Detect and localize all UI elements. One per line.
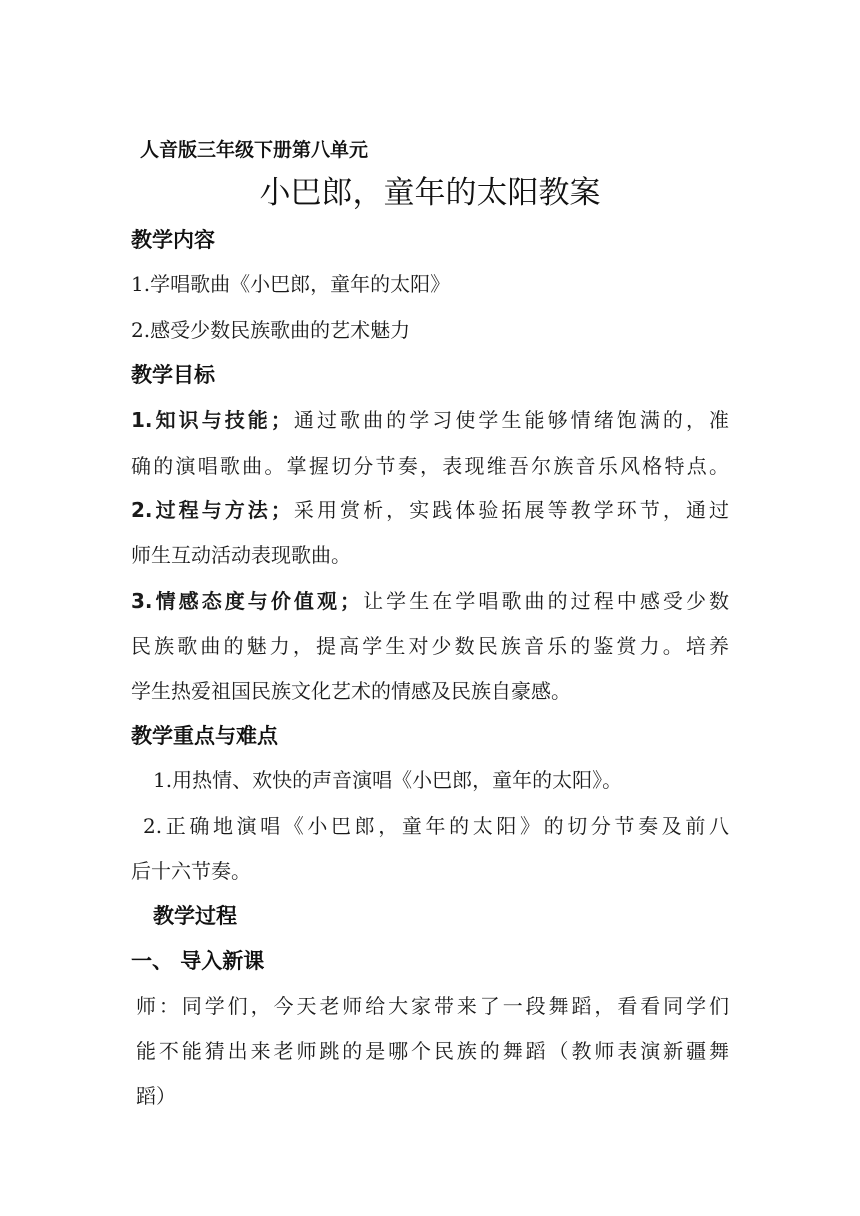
section-heading-process: 教学过程 <box>153 904 237 928</box>
section-heading-goals: 教学目标 <box>131 363 215 387</box>
intro-paragraph-line-2: 能不能猜出来老师跳的是哪个民族的舞蹈（教师表演新疆舞 <box>136 1039 729 1063</box>
key-point-2-line-2: 后十六节奏。 <box>131 859 251 883</box>
goal-2-text: 采用赏析，实践体验拓展等教学环节，通过 <box>290 498 730 522</box>
goal-3-label: 3.情感态度与价值观； <box>131 589 361 613</box>
goal-3-line-1 <box>131 591 729 611</box>
content-item-1: 1.学唱歌曲《小巴郎，童年的太阳》 <box>131 272 451 296</box>
goal-2-line-1 <box>131 500 729 520</box>
intro-paragraph-line-1: 师：同学们，今天老师给大家带来了一段舞蹈，看看同学们 <box>136 994 729 1018</box>
goal-1-line-1 <box>131 410 729 430</box>
section-heading-content: 教学内容 <box>131 228 215 252</box>
goal-1-text: 通过歌曲的学习使学生能够情绪饱满的，准 <box>290 408 730 432</box>
goal-3-text: 让学生在学唱歌曲的过程中感受少数 <box>360 589 730 613</box>
key-point-2-line-1: 2.正确地演唱《小巴郎，童年的太阳》的切分节奏及前八 <box>143 814 729 838</box>
goal-1-label: 1.知识与技能； <box>131 408 291 432</box>
goal-2-label: 2.过程与方法； <box>131 498 291 522</box>
goal-3-line-2: 民族歌曲的魅力，提高学生对少数民族音乐的鉴赏力。培养 <box>131 634 729 658</box>
goal-2-line-2: 师生互动活动表现歌曲。 <box>131 543 351 567</box>
step-1-heading: 一、 导入新课 <box>131 949 265 973</box>
key-point-1: 1.用热情、欢快的声音演唱《小巴郎，童年的太阳》。 <box>153 768 623 792</box>
section-heading-key-points: 教学重点与难点 <box>131 724 278 748</box>
content-item-2: 2.感受少数民族歌曲的艺术魅力 <box>131 318 411 342</box>
goal-1-line-2: 确的演唱歌曲。掌握切分节奏，表现维吾尔族音乐风格特点。 <box>131 454 729 478</box>
intro-paragraph-line-3: 蹈） <box>136 1084 176 1108</box>
document-title: 小巴郎，童年的太阳教案 <box>259 175 601 211</box>
unit-subtitle: 人音版三年级下册第八单元 <box>140 139 369 161</box>
goal-3-line-3: 学生热爱祖国民族文化艺术的情感及民族自豪感。 <box>131 679 571 703</box>
